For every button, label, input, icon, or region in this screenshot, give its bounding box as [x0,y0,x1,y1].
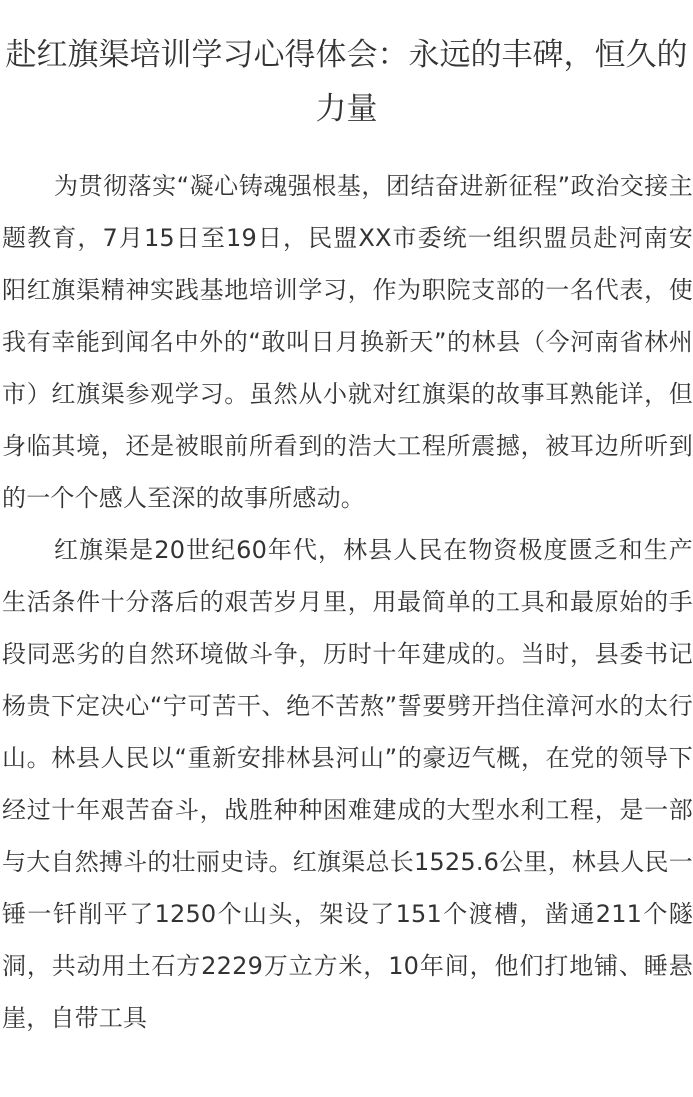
document-title: 赴红旗渠培训学习心得体会：永远的丰碑，恒久的力量 [5,37,688,127]
paragraph-history: 红旗渠是20世纪60年代，林县人民在物资极度匮乏和生产生活条件十分落后的艰苦岁月里，用最简单的工具和最原始的手段同恶劣的自然环境做斗争，历时十年建成的。当时，县委书记杨贵下定决心“宁可苦干、绝不苦熬”誓要劈开挡住漳河水的太行山。林县人民以“重新安排林县河山”的豪迈气概，在党的领导下经过十年艰苦奋斗，战胜种种困难建成的大型水利工程，是一部与大自然搏斗的壮丽史诗。红旗渠总长1525.6公里，林县人民一锤一钎削平了1250个山头，架设了151个渡槽，凿通211个隧洞，共动用土石方2229万立方米，10年间，他们打地铺、睡悬崖，自带工具 [2,536,693,1032]
paragraph-intro: 为贯彻落实“凝心铸魂强根基，团结奋进新征程”政治交接主题教育，7月15日至19日，民盟XX市委统一组织盟员赴河南安阳红旗渠精神实践基地培训学习，作为职院支部的一名代表，使我有幸能到闻名中外的“敢叫日月换新天”的林县（今河南省林州市）红旗渠参观学习。虽然从小就对红旗渠的故事耳熟能详，但身临其境，还是被眼前所看到的浩大工程所震撼，被耳边所听到的一个个感人至深的故事所感动。 [2,172,693,512]
document-body [0,136,693,1044]
